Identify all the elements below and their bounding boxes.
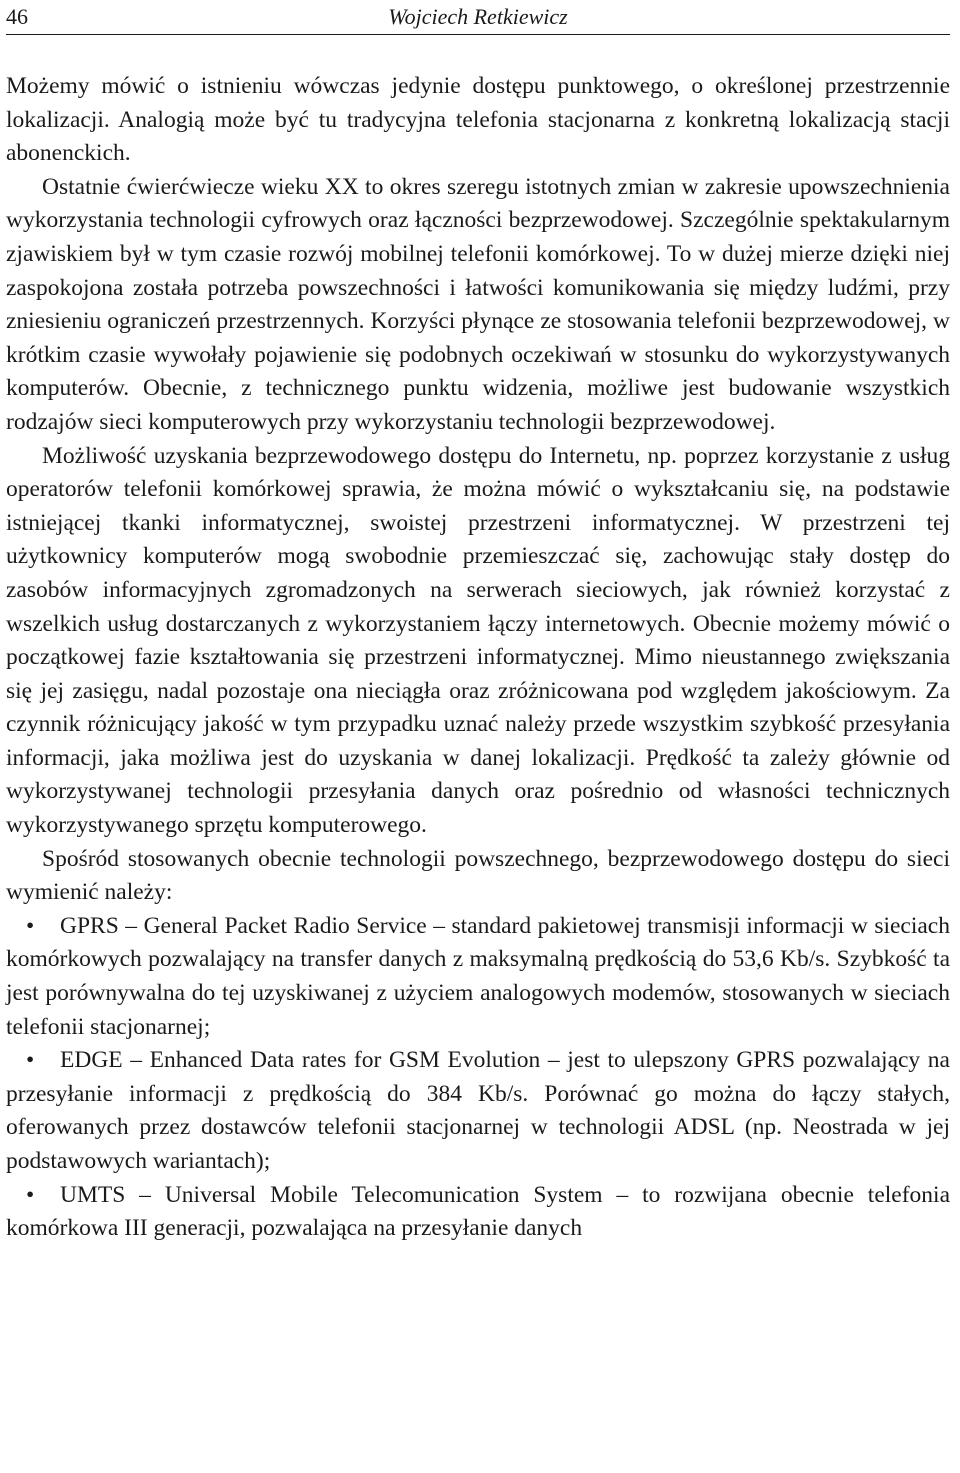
page-number: 46 bbox=[6, 4, 28, 29]
paragraph: Spośród stosowanych obecnie technologii powszechnego, bezprzewodowego dostępu do sieci wymienić należy: bbox=[6, 845, 950, 906]
paragraph: Ostatnie ćwierćwiecze wieku XX to okres szeregu istotnych zmian w zakresie upowszechnienia wykorzystania technologii cyfrowych oraz łączności bezprzewodowej. Szczególnie spektakularnym zjawiskiem był w tym czasie rozwój mobilnej telefonii komórkowej. To w dużej mierze dzięki niej zaspokojona została potrzeba powszechności i łatwości komunikowania się między ludźmi, przy zniesieniu ograniczeń przestrzennych. Korzyści płynące ze stosowania telefonii bezprzewodowej, w krótkim czasie wywołały pojawienie się podobnych oczekiwań w stosunku do wykorzystywanych komputerów. Obecnie, z technicznego punktu widzenia, możliwe jest budowanie wszystkich rodzajów sieci komputerowych przy wykorzystaniu technologii bezprzewodowej. bbox=[6, 173, 950, 435]
bullet-icon: • bbox=[26, 1047, 35, 1074]
bullet-icon: • bbox=[26, 1181, 35, 1208]
running-header bbox=[6, 0, 950, 35]
list-item bbox=[6, 1179, 950, 1246]
list-item bbox=[6, 1044, 950, 1178]
list-item-text: UMTS – Universal Mobile Telecomunication System – to rozwijana obecnie telefonia komórkowa III generacji, pozwalająca na przesyłanie danych bbox=[6, 1181, 950, 1242]
list-item-text: GPRS – General Packet Radio Service – standard pakietowej transmisji informacji w sieciach komórkowych pozwalający na transfer danych z maksymalną prędkością do 53,6 Kb/s. Szybkość ta jest porównywalna do tej uzyskiwanej z użyciem analogowych modemów, stosowanych w sieciach telefonii stacjonarnej; bbox=[6, 912, 950, 1040]
body-text bbox=[6, 70, 950, 1246]
paragraph: Możemy mówić o istnieniu wówczas jedynie dostępu punktowego, o określonej przestrzennie lokalizacji. Analogią może być tu tradycyjna telefonia stacjonarna z konkretną lokalizacją stacji abonenckich. bbox=[6, 73, 950, 167]
list-item-text: EDGE – Enhanced Data rates for GSM Evolution – jest to ulepszony GPRS pozwalający na przesyłanie informacji z prędkością do 384 Kb/s. Porównać go można do łączy stałych, oferowanych przez dostawców telefonii stacjonarnej w technologii ADSL (np. Neostrada w jej podstawowych wariantach); bbox=[6, 1047, 950, 1174]
document-page bbox=[6, 0, 950, 1246]
paragraph: Możliwość uzyskania bezprzewodowego dostępu do Internetu, np. poprzez korzystanie z usług operatorów telefonii komórkowej sprawia, że można mówić o wykształcaniu się, na podstawie istniejącej tkanki informatycznej, swoistej przestrzeni informatycznej. W przestrzeni tej użytkownicy komputerów mogą swobodnie przemieszczać się, zachowując stały dostęp do zasobów informacyjnych zgromadzonych na serwerach sieciowych, jak również korzystać z wszelkich usług dostarczanych z wykorzystaniem łączy internetowych. Obecnie możemy mówić o początkowej fazie kształtowania się przestrzeni informatycznej. Mimo nieustannego zwiększania się jej zasięgu, nadal pozostaje ona nieciągła oraz zróżnicowana pod względem jakościowym. Za czynnik różnicujący jakość w tym przypadku uznać należy przede wszystkim szybkość przesyłania informacji, jaka możliwa jest do uzyskania w danej lokalizacji. Prędkość ta zależy głównie od wykorzystywanej technologii przesyłania danych oraz pośrednio od własności technicznych wykorzystywanego sprzętu komputerowego. bbox=[6, 442, 950, 839]
running-header-author: Wojciech Retkiewicz bbox=[388, 4, 568, 29]
list-item bbox=[6, 910, 950, 1044]
bullet-icon: • bbox=[26, 912, 35, 939]
